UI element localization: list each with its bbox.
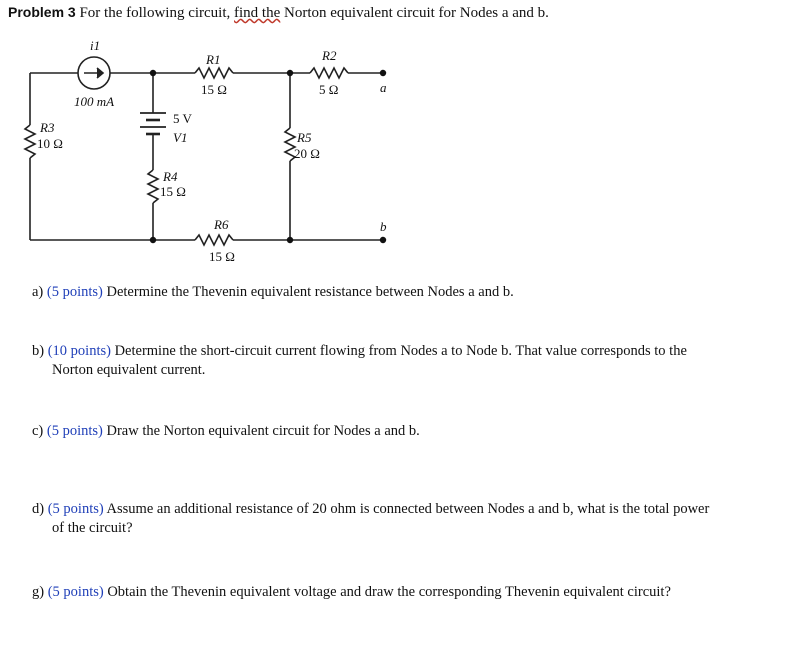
r6-name: R6 [214,217,229,232]
title-text-after: Norton equivalent circuit for Nodes a and b. [280,5,549,21]
r4-resistor [148,170,158,203]
question-g [32,583,787,602]
node-a-dot [380,70,386,76]
question-g-label: g) [32,584,45,600]
r3-resistor [25,125,35,158]
question-b-points: (10 points) [47,343,111,359]
node-b-label: b [380,219,387,234]
r4-name: R4 [163,169,178,184]
question-b-text-continued: Norton equivalent current. [52,362,206,378]
question-b-text: Determine the short-circuit current flowing from Nodes a to Node b. That value corresponds to the [114,343,687,359]
i1-label: i1 [90,38,101,53]
question-a [32,283,787,302]
r4-value: 15 Ω [160,184,186,199]
question-c-text: Draw the Norton equivalent circuit for Nodes a and b. [106,423,420,439]
r1-resistor [195,68,233,78]
r6-value: 15 Ω [209,249,235,264]
node-a-label: a [380,80,387,95]
question-a-points: (5 points) [46,284,103,300]
v1-name: V1 [173,130,188,145]
node-b-dot [380,237,386,243]
question-a-label: a) [32,284,44,300]
problem-title [8,4,549,22]
r1-value: 15 Ω [201,82,227,97]
r2-value: 5 Ω [319,82,339,97]
circuit-diagram [0,28,420,268]
r3-name: R3 [40,120,55,135]
question-c [32,422,787,441]
title-text-before: For the following circuit, [75,5,235,21]
r1-name: R1 [206,52,221,67]
question-d [32,500,787,538]
question-d-label: d) [32,501,45,517]
question-d-text-continued: of the circuit? [52,520,133,536]
question-c-points: (5 points) [46,423,103,439]
question-d-points: (5 points) [47,501,104,517]
r2-name: R2 [322,48,337,63]
r6-resistor [195,235,233,245]
question-g-text: Obtain the Thevenin equivalent voltage and draw the corresponding Thevenin equivalent circuit? [107,584,671,600]
problem-number: Problem 3 [8,4,76,20]
v1-value: 5 V [173,111,192,126]
r3-value: 10 Ω [37,136,63,151]
question-g-points: (5 points) [47,584,104,600]
question-b [32,342,787,380]
question-b-label: b) [32,343,45,359]
question-a-text: Determine the Thevenin equivalent resistance between Nodes a and b. [106,284,514,300]
title-underlined: find the [234,5,281,21]
r2-resistor [310,68,348,78]
question-d-text: Assume an additional resistance of 20 ohm is connected between Nodes a and b, what is the total power [106,501,710,517]
r5-name: R5 [297,130,312,145]
r5-value: 20 Ω [294,146,320,161]
current-source-value: 100 mA [74,94,115,109]
question-c-label: c) [32,423,44,439]
